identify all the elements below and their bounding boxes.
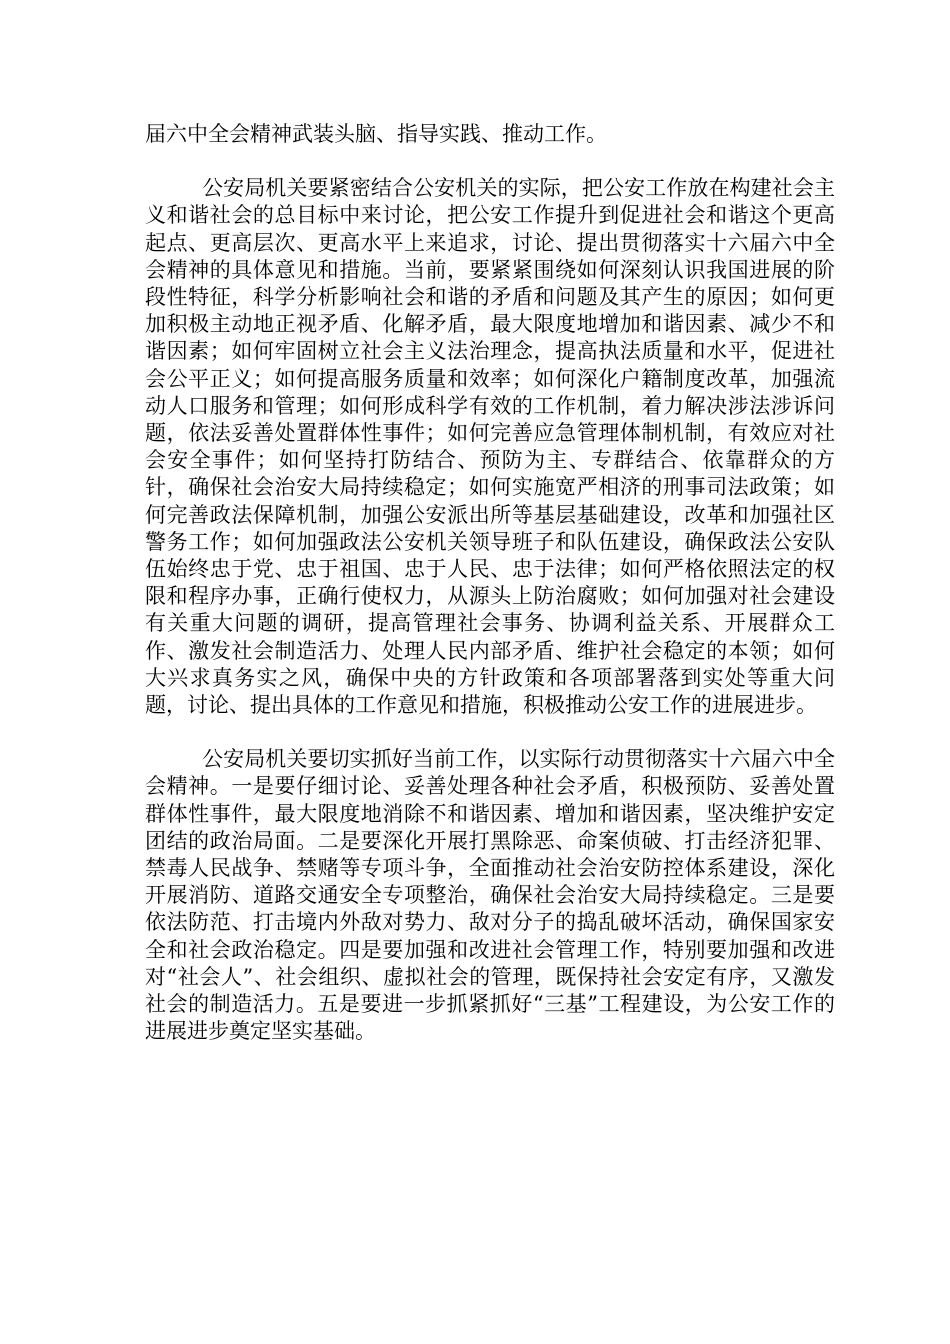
- document-body: [145, 121, 835, 1046]
- paragraph-continuation: 届六中全会精神武装头脑、指导实践、推动工作。: [145, 122, 607, 146]
- paragraph-current-work: 公安局机关要切实抓好当前工作，以实际行动贯彻落实十六届六中全会精神。一是要仔细讨论、妥善处理各种社会矛盾，积极预防、妥善处置群体性事件，最大限度地消除不和谐因素、增加和谐因素，坚决维护安定团结的政治局面。二是要深化开展打黑除恶、命案侦破、打击经济犯罪、禁毒人民战争、禁赌等专项斗争，全面推动社会治安防控体系建设，深化开展消防、道路交通安全专项整治，确保社会治安大局持续稳定。三是要依法防范、打击境内外敌对势力、敌对分子的捣乱破坏活动，确保国家安全和社会政治稳定。四是要加强和改进社会管理工作，特别要加强和改进对“社会人”、社会组织、虚拟社会的管理，既保持社会安定有序，又激发社会的制造活力。五是要进一步抓紧抓好“三基”工程建设，为公安工作的进展进步奠定坚实基础。: [145, 747, 835, 1044]
- paragraph-study-discussion: 公安局机关要紧密结合公安机关的实际，把公安工作放在构建社会主义和谐社会的总目标中来讨论，把公安工作提升到促进社会和谐这个更高起点、更高层次、更高水平上来追求，讨论、提出贯彻落实十六届六中全会精神的具体意见和措施。当前，要紧紧围绕如何深刻认识我国进展的阶段性特征，科学分析影响社会和谐的矛盾和问题及其产生的原因；如何更加积极主动地正视矛盾、化解矛盾，最大限度地增加和谐因素、减少不和谐因素；如何牢固树立社会主义法治理念，提高执法质量和水平，促进社会公平正义；如何提高服务质量和效率；如何深化户籍制度改革，加强流动人口服务和管理；如何形成科学有效的工作机制，着力解决涉法涉诉问题，依法妥善处置群体性事件；如何完善应急管理体制机制，有效应对社会安全事件；如何坚持打防结合、预防为主、专群结合、依靠群众的方针，确保社会治安大局持续稳定；如何实施宽严相济的刑事司法政策；如何完善政法保障机制，加强公安派出所等基层基础建设，改革和加强社区警务工作；如何加强政法公安机关领导班子和队伍建设，确保政法公安队伍始终忠于党、忠于祖国、忠于人民、忠于法律；如何严格依照法定的权限和程序办事，正确行使权力，从源头上防治腐败；如何加强对社会建设有关重大问题的调研，提高管理社会事务、协调利益关系、开展群众工作、激发社会制造活力、处理人民内部矛盾、维护社会稳定的本领；如何大兴求真务实之风，确保中央的方针政策和各项部署落到实处等重大问题，讨论、提出具体的工作意见和措施，积极推动公安工作的进展进步。: [145, 176, 835, 718]
